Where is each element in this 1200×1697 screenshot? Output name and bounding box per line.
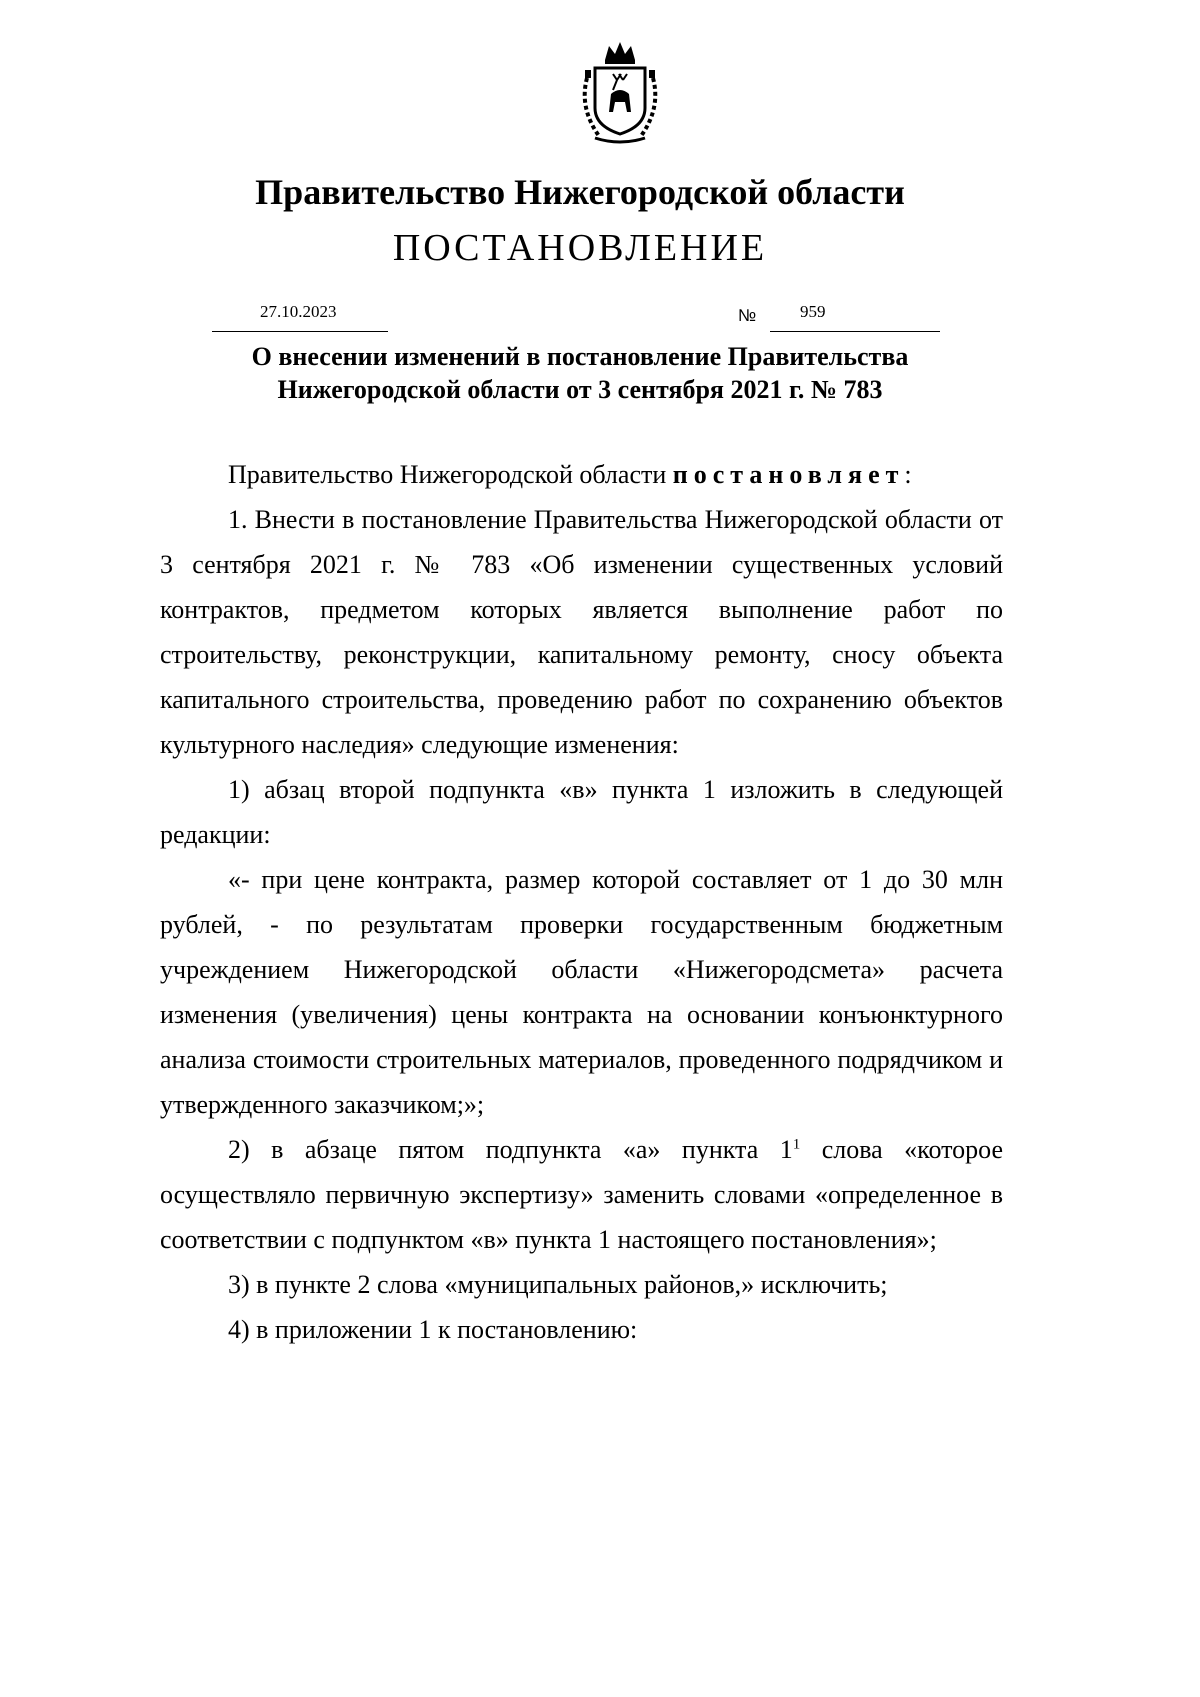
- paragraph-4: [160, 1127, 1003, 1262]
- paragraph-5: 3) в пункте 2 слова «муниципальных районов,» исключить;: [228, 1270, 888, 1299]
- document-body: [160, 452, 1003, 1352]
- superscript: 1: [792, 1136, 801, 1153]
- document-date: 27.10.2023: [260, 302, 337, 321]
- paragraph-1: 1. Внести в постановление Правительства Нижегородской области от 3 сентября 2021 г. № 783 «Об изменении существенных условий контрактов, предметом которых является выполнение работ по строительству, реконструкции, капитальному ремонту, сносу объекта капитального строительства, проведению работ по сохранению объектов культурного наследия» следующие изменения:: [160, 505, 1003, 759]
- paragraph-4-start: 2) в абзаце пятом подпункта «а» пункта 1: [228, 1135, 793, 1164]
- paragraph-6: 4) в приложении 1 к постановлению:: [228, 1315, 638, 1344]
- preamble: [160, 452, 1003, 497]
- number-underline: [770, 305, 940, 332]
- document-subject: [200, 340, 960, 406]
- coat-of-arms-icon: [565, 38, 675, 148]
- paragraph-2: 1) абзац второй подпункта «в» пункта 1 изложить в следующей редакции:: [160, 775, 1003, 849]
- document-number: 959: [800, 302, 826, 321]
- number-sign: №: [738, 306, 757, 325]
- preamble-suffix: :: [904, 460, 912, 489]
- paragraph-3: «- при цене контракта, размер которой составляет от 1 до 30 млн рублей, - по результатам проверки государственным бюджетным учреждением Нижегородской области «Нижегородсмета» расчета изменения (увеличения) цены контракта на основании конъюнктурного анализа стоимости строительных материалов, проведенного подрядчиком и утвержденного заказчиком;»;: [160, 865, 1003, 1119]
- paragraph-4-end: слова «которое осуществляло первичную экспертизу» заменить словами «определенное в соответствии с подпунктом «в» пункта 1 настоящего постановления»;: [160, 1135, 1003, 1254]
- document-type: ПОСТАНОВЛЕНИЕ: [392, 227, 768, 269]
- subject-line-2: Нижегородской области от 3 сентября 2021 г. № 783: [277, 375, 883, 404]
- preamble-prefix: Правительство Нижегородской области: [228, 460, 667, 489]
- preamble-verb: постановляет: [672, 460, 905, 489]
- subject-line-1: О внесении изменений в постановление Правительства: [251, 342, 909, 371]
- organization-title: Правительство Нижегородской области: [255, 172, 905, 212]
